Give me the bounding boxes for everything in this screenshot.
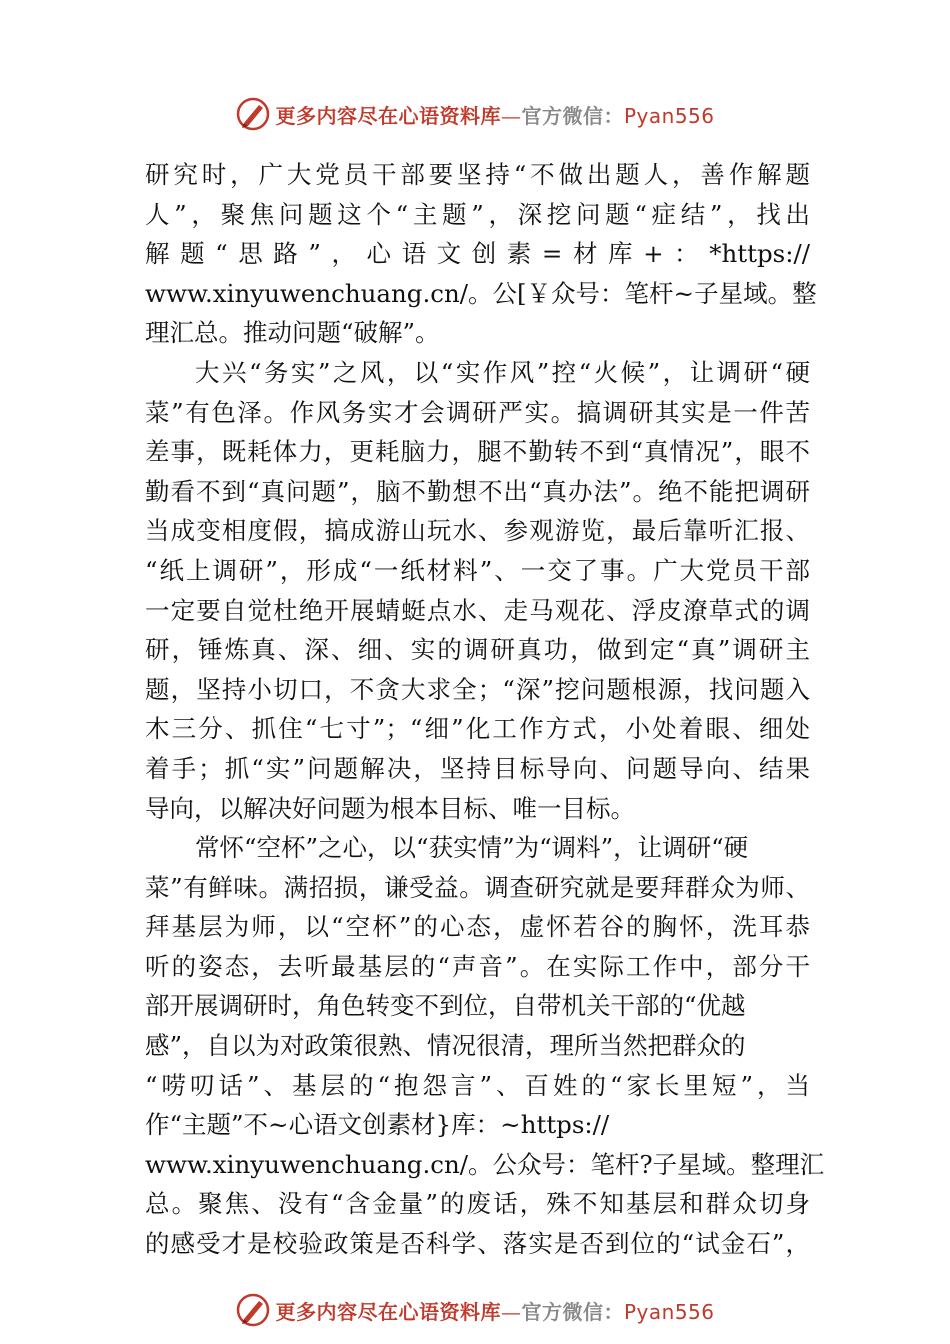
text-line: 感”，自以为对政策很熟、情况很清，理所当然把群众的 [145,1031,746,1061]
text-line: 总。聚焦、没有“含金量”的废话，殊不知基层和群众切身 [145,1189,810,1219]
text-line: 解题“思路”，心语文创素=材库+：*https:// [145,239,810,269]
text-line: 菜”有鲜味。满招损，谦受益。调查研究就是要拜群众为师、 [145,872,810,902]
text-line: “唠叨话”、基层的“抱怨言”、百姓的“家长里短”，当 [145,1070,810,1100]
text-line: 理汇总。推动问题“破解”。 [145,318,440,348]
text-line: 导向，以解决好问题为根本目标、唯一目标。 [145,793,635,823]
text-line: 人”，聚焦问题这个“主题”，深挖问题“症结”，找出 [145,199,810,229]
header-official-label: 官方微信： [521,103,624,128]
text-line: 题，坚持小切口，不贪大求全；“深”挖问题根源，找问题入 [145,674,810,704]
text-line: 勤看不到“真问题”，脑不勤想不出“真办法”。绝不能把调研 [145,476,810,506]
text-line: www.xinyuwenchuang.cn/。公众号：笔杆?子星域。整理汇 [145,1149,825,1179]
text-line: 差事，既耗体力，更耗脑力，腿不勤转不到“真情况”，眼不 [145,437,810,467]
text-line: 作“主题”不~心语文创素材}库：~https:// [145,1110,610,1140]
footer-text [275,1296,714,1325]
text-line: “纸上调研”，形成“一纸材料”、一交了事。广大党员干部 [145,555,810,585]
paragraph-start-line: 大兴“务实”之风，以“实作风”控“火候”，让调研“硬 [195,357,810,387]
footer-dash: — [500,1299,522,1324]
text-line: 的感受才是校验政策是否科学、落实是否到位的“试金石”， [145,1229,810,1259]
pen-logo-icon [235,1292,271,1328]
header-text [275,100,714,129]
header-main-text: 更多内容尽在心语资料库 [275,103,501,128]
text-line: 当成变相度假，搞成游山玩水、参观游览，最后靠听汇报、 [145,516,810,546]
paragraph-start-line: 常怀“空杯”之心，以“获实情”为“调料”，让调研“硬 [195,833,749,863]
header-wechat-id: Pyan556 [623,103,715,128]
text-line: www.xinyuwenchuang.cn/。公[￥众号：笔杆~子星域。整 [145,278,817,308]
footer-wechat-id: Pyan556 [623,1299,715,1324]
header-dash: — [500,103,522,128]
text-line: 研，锤炼真、深、细、实的调研真功，做到定“真”调研主 [145,635,810,665]
text-line: 一定要自觉杜绝开展蜻蜓点水、走马观花、浮皮潦草式的调 [145,595,810,625]
footer-official-label: 官方微信： [521,1299,624,1324]
document-body [145,155,825,1264]
text-line: 菜”有色泽。作风务实才会调研严实。搞调研其实是一件苦 [145,397,810,427]
text-line: 研究时，广大党员干部要坚持“不做出题人，善作解题 [145,160,810,189]
text-line: 木三分、抓住“七寸”；“细”化工作方式，小处着眼、细处 [145,714,810,744]
footer-main-text: 更多内容尽在心语资料库 [275,1299,501,1324]
footer-banner [0,1290,950,1330]
text-line: 部开展调研时，角色转变不到位，自带机关干部的“优越 [145,991,746,1021]
text-line: 拜基层为师，以“空杯”的心态，虚怀若谷的胸怀，洗耳恭 [145,912,810,942]
text-line: 着手；抓“实”问题解决，坚持目标导向、问题导向、结果 [145,753,810,783]
header-banner [0,94,950,134]
text-line: 听的姿态，去听最基层的“声音”。在实际工作中，部分干 [145,951,810,981]
pen-logo-icon [235,96,271,132]
